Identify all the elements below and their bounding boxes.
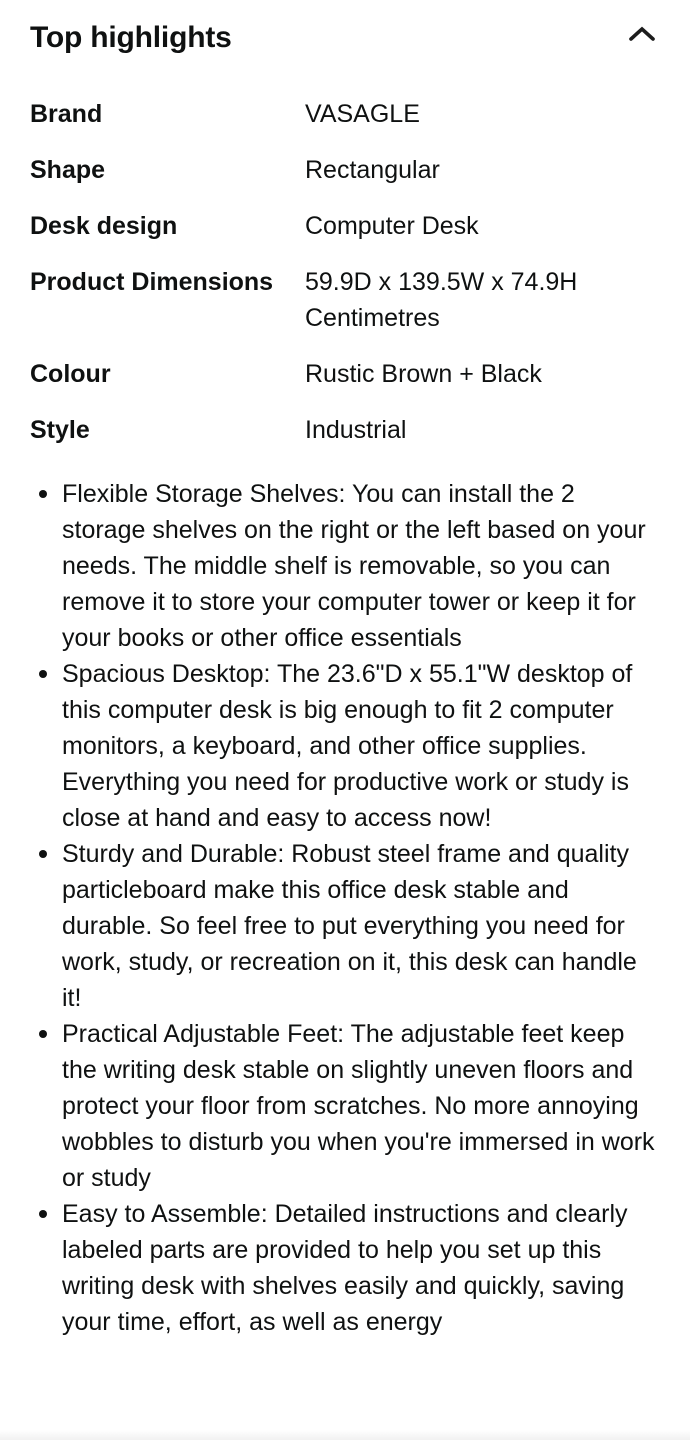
highlight-text: Flexible Storage Shelves: You can install the 2 storage shelves on the right or the left based on your needs. The middle shelf is removable, so you can remove it to store your computer tower or keep it for your books or other office essentials <box>62 480 646 652</box>
highlight-bullet <box>30 1196 658 1340</box>
collapse-section-button[interactable] <box>626 18 658 50</box>
panel-header <box>30 16 658 58</box>
highlight-bullet <box>30 476 658 656</box>
attribute-value: 59.9D x 139.5W x 74.9H Centimetres <box>305 268 578 332</box>
attribute-label: Product Dimensions <box>30 268 274 296</box>
attribute-value: Rectangular <box>305 156 440 184</box>
attribute-label: Colour <box>30 360 111 388</box>
attribute-row <box>30 264 658 336</box>
attribute-row <box>30 412 658 448</box>
highlight-text: Easy to Assemble: Detailed instructions and clearly labeled parts are provided to help you set up this writing desk with shelves easily and quickly, saving your time, effort, as well as energy <box>62 1200 628 1336</box>
attribute-value: VASAGLE <box>305 100 420 128</box>
highlight-text: Sturdy and Durable: Robust steel frame and quality particleboard make this office desk stable and durable. So feel free to put everything you need for work, study, or recreation on it, this desk can handle it! <box>62 840 637 1012</box>
attribute-label: Shape <box>30 156 106 184</box>
attribute-label: Style <box>30 416 90 444</box>
highlight-bullet <box>30 836 658 1016</box>
highlight-bullet <box>30 1016 658 1196</box>
attribute-label: Brand <box>30 100 103 128</box>
attribute-value: Computer Desk <box>305 212 479 240</box>
highlight-bullet <box>30 656 658 836</box>
attribute-table <box>30 96 658 448</box>
chevron-up-icon <box>628 30 656 45</box>
panel-title: Top highlights <box>30 21 232 54</box>
attribute-row <box>30 152 658 188</box>
attribute-row <box>30 208 658 244</box>
highlight-text: Spacious Desktop: The 23.6"D x 55.1"W desktop of this computer desk is big enough to fit 2 computer monitors, a keyboard, and other office supplies. Everything you need for productive work or study is close at hand and easy to access now! <box>62 660 633 832</box>
highlight-text: Practical Adjustable Feet: The adjustable feet keep the writing desk stable on slightly uneven floors and protect your floor from scratches. No more annoying wobbles to disturb you when you're immersed in work or study <box>62 1020 655 1192</box>
attribute-row <box>30 96 658 132</box>
section-divider <box>0 1430 690 1440</box>
attribute-value: Rustic Brown + Black <box>305 360 542 388</box>
attribute-value: Industrial <box>305 416 407 444</box>
highlights-list <box>30 476 658 1340</box>
attribute-label: Desk design <box>30 212 178 240</box>
attribute-row <box>30 356 658 392</box>
